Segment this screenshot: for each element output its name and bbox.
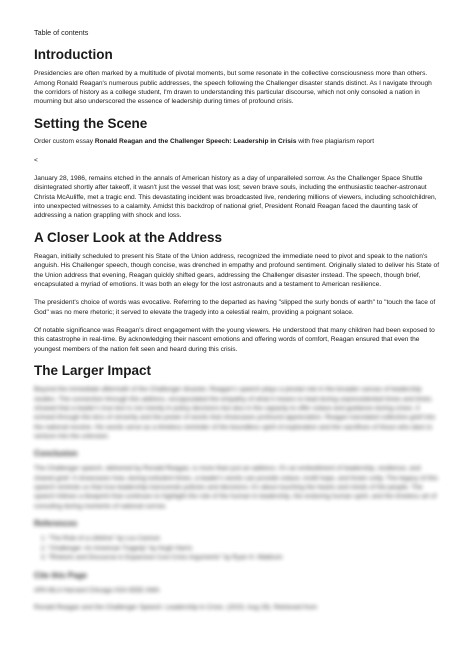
citation-text: Ronald Reagan and the Challenger Speech: Leadership in Crisis. (2023, Aug 29). Retrieved from (34, 604, 317, 612)
conclusion-paragraph: The Challenger speech, delivered by Ronald Reagan, is more than just an address. It's an embodiment of leadership, resilience, and shared grief. It showcases how, during turbulent times, a leader's words can provide solace, instill hope, and foster unity. The legacy of this speech reminds us that true leadership transcends policies and decisions; it's about touching the hearts and minds of the people. The speech follows a blueprint that continues to highlight the role of the human in leadership, the enduring human spirit, and the timeless art of consoling during moments of national sorrow. (34, 465, 438, 510)
introduction-paragraph: Presidencies are often marked by a multitude of pivotal moments, but some resonate in the collective consciousness more than others. Among Ronald Reagan's numerous public addresses, the speech following the Challenger disaster stands distinct. As I navigate through the corridors of history as a college student, I'm drawn to understanding this particular discourse, which not only consoled a nation in mourning but also underscored the essence of leadership during times of profound crisis. (34, 70, 432, 106)
carousel-prev-arrow[interactable]: < (34, 156, 38, 164)
order-essay-line (34, 138, 440, 145)
scene-paragraph: January 28, 1986, remains etched in the annals of American history as a day of unparalleled sorrow. As the Challenger Space Shuttle disintegrated shortly after takeoff, it wasn't just the vessel that was lost; seven brave souls, including the enthusiastic teacher-astronaut Christa McAuliffe, met a tragic end. This devastating incident was broadcasted live, rendering millions of viewers, including schoolchildren, into unexpected witnesses to a calamity. Amidst this backdrop of national grief, President Ronald Reagan faced the daunting task of addressing a nation grappling with shock and loss. (34, 174, 437, 220)
order-suffix: with free plagiarism report (298, 137, 375, 145)
address-paragraph-1: Reagan, initially scheduled to present his State of the Union address, recognized the immediate need to pivot and speak to the nation's anguish. His Challenger speech, though concise, was drenched in empathy and profound sentiment. Originally slated to deliver his State of the Union address that evening, Reagan quickly shifted gears, addressing the Challenger disaster instead. The speech, though brief, encapsulated a myriad of emotions. It was both an elegy for the lost astronauts and a testament to American resilience. (34, 252, 440, 288)
reference-item: 2. "Challenger: An American Tragedy" by Hugh Harris (48, 544, 440, 554)
closer-look-heading: A Closer Look at the Address (34, 229, 223, 245)
introduction-heading: Introduction (34, 47, 113, 62)
references-heading: References (34, 519, 78, 529)
reference-item: 3. "Rhetoric and Discourse in Expansive Cost Crisis Arguments" by Ryan H. Waldrum (48, 553, 440, 563)
order-prefix: Order custom essay (34, 137, 93, 145)
reference-item: 1. "The Role of a Lifetime" by Lou Cannon (48, 534, 440, 544)
order-essay-link[interactable]: Ronald Reagan and the Challenger Speech: Leadership in Crisis (94, 137, 297, 145)
address-paragraph-2: The president's choice of words was evocative. Referring to the departed as having "slipped the surly bonds of earth" to "touch the face of God" was no mere rhetoric; it served to elevate the tragedy into a celestial realm, providing a poignant solace. (34, 299, 436, 316)
references-list (48, 534, 440, 563)
larger-impact-heading: The Larger Impact (34, 363, 152, 379)
impact-paragraph: Beyond the immediate aftermath of the Challenger disaster, Reagan's speech plays a pivotal role in the broader canvas of leadership studies. The connection through this address, encapsulated the empathy of what it means to lead during unprecedented times and times showed that a leader's true test is not merely in policy decisions but also in the capacity to offer solace and guidance during crises. It echoed through the lens of sincerity and the power of words that showcases profound appreciation. Reagan translated collective grief into the national resolve. His words serve as a timeless reminder of the boundless spirit of exploration and the sacrifices of those who dare to venture into the unknown. (34, 386, 435, 441)
table-of-contents-link[interactable]: Table of contents (34, 28, 89, 37)
address-paragraph-3: Of notable significance was Reagan's direct engagement with the young viewers. He understood that many children had been exposed to this catastrophe in real-time. By acknowledging their nascent emotions and offering words of comfort, Reagan ensured that even the youngest members of the nation felt seen and heard during this crisis. (34, 326, 435, 353)
blurred-content (34, 385, 440, 613)
citation-styles: APA MLA Harvard Chicago ASA IEEE AMA (34, 587, 160, 594)
conclusion-heading: Conclusion (34, 449, 78, 459)
setting-the-scene-heading: Setting the Scene (34, 115, 148, 131)
cite-heading: Cite this Page (34, 571, 87, 580)
